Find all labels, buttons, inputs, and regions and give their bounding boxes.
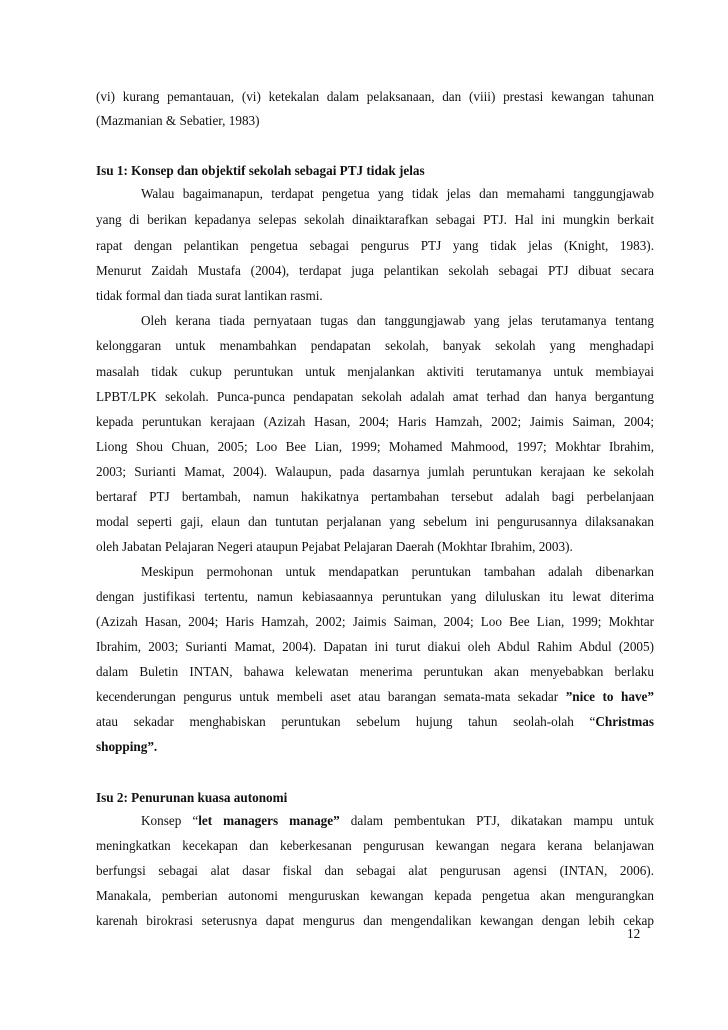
paragraph-line: Oleh kerana tiada pernyataan tugas dan tanggungjawab yang jelas terutamanya tentang (141, 313, 654, 328)
paragraph-line: Menurut Zaidah Mustafa (2004), terdapat juga pelantikan sekolah sebagai PTJ dibuat secara (96, 263, 654, 278)
section-2-heading: Isu 2: Penurunan kuasa autonomi (96, 790, 288, 805)
paragraph-line: rapat dengan pelantikan pengetua sebagai pengurus PTJ yang tidak jelas (Knight, 1983). (96, 238, 654, 253)
paragraph-line: Manakala, pemberian autonomi menguruskan kewangan kepada pengetua akan mengurangkan (96, 888, 654, 903)
intro-line-2: (Mazmanian & Sebatier, 1983) (96, 113, 260, 128)
section-1-heading: Isu 1: Konsep dan objektif sekolah sebagai PTJ tidak jelas (96, 163, 425, 178)
paragraph-line: Liong Shou Chuan, 2005; Loo Bee Lian, 1999; Mohamed Mahmood, 1997; Mokhtar Ibrahim, (96, 439, 654, 454)
quote-nice-to-have: ”nice to have” (565, 689, 654, 704)
paragraph-line: dalam Buletin INTAN, bahawa kelewatan menerima peruntukan akan menyebabkan berlaku (96, 664, 654, 679)
paragraph-line: atau sekadar menghabiskan peruntukan sebelum hujung tahun seolah-olah “Christmas (96, 714, 654, 729)
paragraph-line: masalah tidak cukup peruntukan untuk menjalankan aktiviti terutamanya untuk membiayai (96, 364, 654, 379)
paragraph-line: berfungsi sebagai alat dasar fiskal dan sebagai alat pengurusan agensi (INTAN, 2006). (96, 863, 654, 878)
paragraph-line: karenah birokrasi seterusnya dapat mengurus dan mengendalikan kewangan dengan lebih cekap (96, 913, 654, 928)
paragraph-line: modal seperti gaji, elaun dan tuntutan perjalanan yang sebelum ini pengurusannya dilaksanakan (96, 514, 654, 529)
intro-line-1: (vi) kurang pemantauan, (vi) ketekalan dalam pelaksanaan, dan (viii) prestasi kewangan tahunan (96, 89, 654, 104)
paragraph-line: Ibrahim, 2003; Surianti Mamat, 2004). Dapatan ini turut diakui oleh Abdul Rahim Abdul (2005) (96, 639, 654, 654)
paragraph-line: (Azizah Hasan, 2004; Haris Hamzah, 2002; Jaimis Saiman, 2004; Loo Bee Lian, 1999; Mokhtar (96, 614, 654, 629)
paragraph-line: yang di berikan kepadanya selepas sekolah dinaiktarafkan sebagai PTJ. Hal ini mungkin berkait (96, 212, 654, 227)
quote-shopping: shopping”. (96, 739, 158, 754)
quote-christmas: Christmas (595, 714, 654, 729)
paragraph-line: kelonggaran untuk menambahkan pendapatan sekolah, banyak sekolah yang menghadapi (96, 338, 654, 353)
paragraph-line: oleh Jabatan Pelajaran Negeri ataupun Pejabat Pelajaran Daerah (Mokhtar Ibrahim, 2003). (96, 539, 573, 554)
page-number: 12 (627, 926, 641, 941)
paragraph-line: tidak formal dan tiada surat lantikan rasmi. (96, 288, 323, 303)
paragraph-line: 2003; Surianti Mamat, 2004). Walaupun, pada dasarnya jumlah peruntukan kerajaan ke sekolah (96, 464, 654, 479)
paragraph-line: dengan justifikasi tertentu, namun kebiasaannya peruntukan yang diluluskan itu lewat diterima (96, 589, 654, 604)
paragraph-line: meningkatkan kecekapan dan keberkesanan pengurusan kewangan negara kerana belanjawan (96, 838, 654, 853)
paragraph-line: kecenderungan pengurus untuk membeli aset atau barangan semata-mata sekadar ”nice to have” (96, 689, 654, 704)
paragraph-line: Konsep “let managers manage” dalam pembentukan PTJ, dikatakan mampu untuk (141, 813, 654, 828)
paragraph-line: Meskipun permohonan untuk mendapatkan peruntukan tambahan adalah dibenarkan (141, 564, 654, 579)
paragraph-line: kepada peruntukan kerajaan (Azizah Hasan, 2004; Haris Hamzah, 2002; Jaimis Saiman, 2004; (96, 414, 654, 429)
quote-let-managers-manage: let managers manage” (198, 813, 340, 828)
paragraph-line: LPBT/LPK sekolah. Punca-punca pendapatan sekolah adalah amat terhad dan hanya bergantung (96, 389, 654, 404)
paragraph-line: Walau bagaimanapun, terdapat pengetua yang tidak jelas dan memahami tanggungjawab (141, 186, 654, 201)
paragraph-line (96, 739, 654, 755)
paragraph-line: bertaraf PTJ bertambah, namun hakikatnya pertambahan tersebut adalah bagi perbelanjaan (96, 489, 654, 504)
